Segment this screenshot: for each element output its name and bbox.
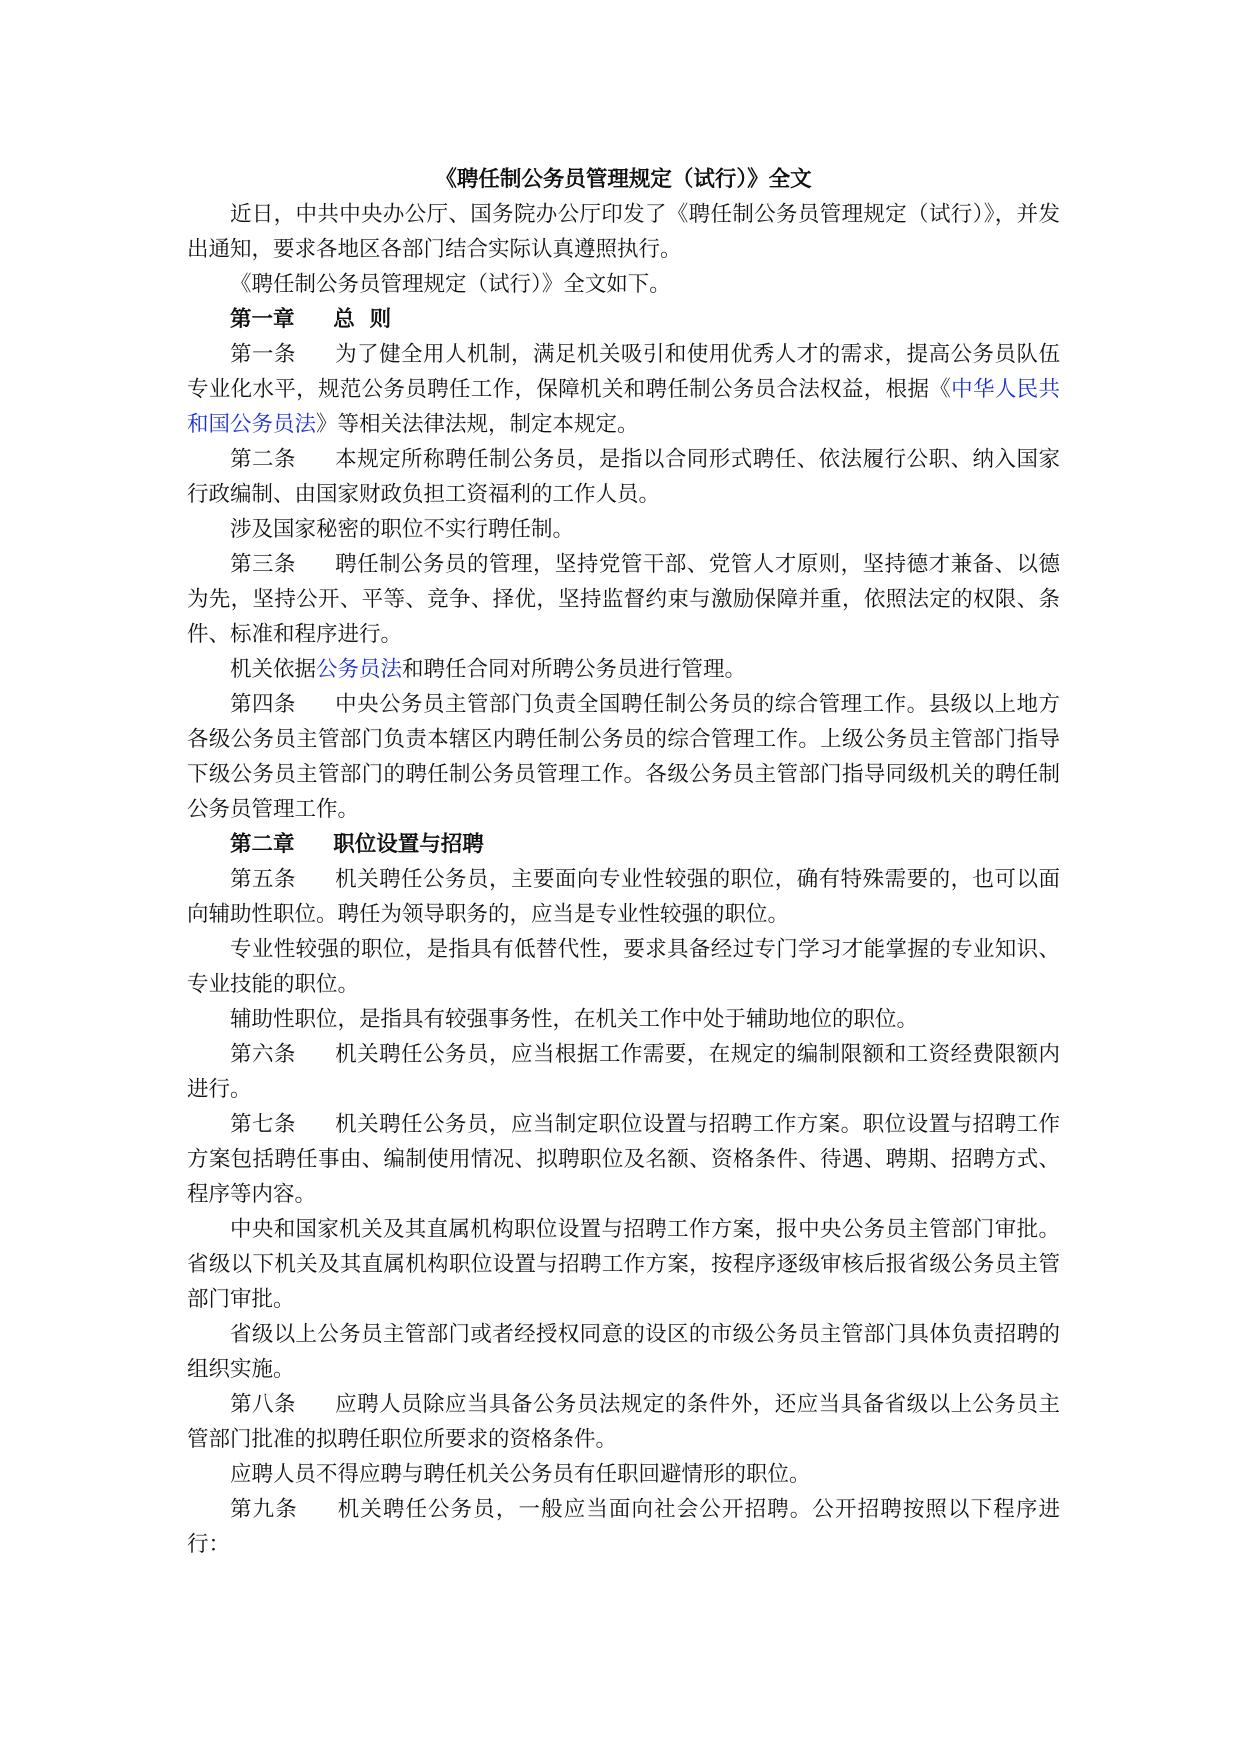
chapter-label: 第一章: [230, 307, 295, 332]
article-3: [187, 547, 1060, 652]
article-text-tail: 》等相关法律法规，制定本规定。: [316, 412, 639, 437]
law-link[interactable]: 公务员法: [316, 657, 403, 682]
article-9: [187, 1492, 1060, 1562]
article-4: [187, 687, 1060, 827]
article-text: 聘任制公务员的管理，坚持党管干部、党管人才原则，坚持德才兼备、以德为先，坚持公开、平等、竞争、择优，坚持监督约束与激励保障并重，依照法定的权限、条件、标准和程序进行。: [187, 552, 1060, 647]
article-text: 本规定所称聘任制公务员，是指以合同形式聘任、依法履行公职、纳入国家行政编制、由国家财政负担工资福利的工作人员。: [187, 447, 1060, 507]
intro-paragraph: 近日，中共中央办公厅、国务院办公厅印发了《聘任制公务员管理规定（试行）》，并发出通知，要求各地区各部门结合实际认真遵照执行。: [187, 202, 1060, 262]
law-link[interactable]: 中华人民共和国公务员法: [187, 377, 1060, 437]
article-7: [187, 1107, 1060, 1212]
article-text: 中央公务员主管部门负责全国聘任制公务员的综合管理工作。县级以上地方各级公务员主管部门负责本辖区内聘任制公务员的综合管理工作。上级公务员主管部门指导下级公务员主管部门的聘任制公务员管理工作。各级公务员主管部门指导同级机关的聘任制公务员管理工作。: [187, 692, 1060, 822]
article-5-paragraph-3: 辅助性职位，是指具有较强事务性，在机关工作中处于辅助地位的职位。: [230, 1007, 919, 1032]
article-number: 第七条: [230, 1112, 296, 1137]
article-text: 机关聘任公务员，应当根据工作需要，在规定的编制限额和工资经费限额内进行。: [187, 1042, 1060, 1102]
article-1: [187, 337, 1060, 442]
chapter-label: 第二章: [230, 832, 295, 857]
article-2-paragraph-2: 涉及国家秘密的职位不实行聘任制。: [230, 517, 575, 542]
intro-paragraph-2: 《聘任制公务员管理规定（试行）》全文如下。: [230, 272, 671, 297]
article-number: 第六条: [230, 1042, 296, 1067]
article-number: 第一条: [230, 342, 296, 367]
article-2: [187, 442, 1060, 512]
article-number: 第三条: [230, 552, 296, 577]
chapter-name: 职位设置与招聘: [333, 832, 484, 857]
document-body: [187, 162, 1060, 1562]
article-text: 机关聘任公务员，主要面向专业性较强的职位，确有特殊需要的，也可以面向辅助性职位。聘任为领导职务的，应当是专业性较强的职位。: [187, 867, 1060, 927]
article-7-paragraph-3: 省级以上公务员主管部门或者经授权同意的设区的市级公务员主管部门具体负责招聘的组织实施。: [187, 1322, 1060, 1382]
article-number: 第五条: [230, 867, 296, 892]
chapter-heading-1: [187, 302, 1060, 337]
article-5: [187, 862, 1060, 932]
article-number: 第四条: [230, 692, 296, 717]
article-8-paragraph-2: 应聘人员不得应聘与聘任机关公务员有任职回避情形的职位。: [230, 1462, 811, 1487]
chapter-heading-2: [187, 827, 1060, 862]
article-5-paragraph-2: 专业性较强的职位，是指具有低替代性，要求具备经过专门学习才能掌握的专业知识、专业技能的职位。: [187, 937, 1060, 997]
article-text: 应聘人员除应当具备公务员法规定的条件外，还应当具备省级以上公务员主管部门批准的拟聘任职位所要求的资格条件。: [187, 1392, 1060, 1452]
document-title: 《聘任制公务员管理规定（试行）》全文: [435, 167, 812, 192]
article-text: 机关聘任公务员，一般应当面向社会公开招聘。公开招聘按照以下程序进行：: [187, 1497, 1060, 1557]
article-6: [187, 1037, 1060, 1107]
article-7-paragraph-2: 中央和国家机关及其直属机构职位设置与招聘工作方案，报中央公务员主管部门审批。省级以下机关及其直属机构职位设置与招聘工作方案，按程序逐级审核后报省级公务员主管部门审批。: [187, 1217, 1060, 1312]
article-number: 第八条: [230, 1392, 296, 1417]
article-text-tail: 和聘任合同对所聘公务员进行管理。: [402, 657, 747, 682]
article-text: 机关聘任公务员，应当制定职位设置与招聘工作方案。职位设置与招聘工作方案包括聘任事由、编制使用情况、拟聘职位及名额、资格条件、待遇、聘期、招聘方式、程序等内容。: [187, 1112, 1060, 1207]
article-number: 第二条: [230, 447, 296, 472]
chapter-name: 总 则: [333, 307, 392, 332]
article-text: 为了健全用人机制，满足机关吸引和使用优秀人才的需求，提高公务员队伍专业化水平，规范公务员聘任工作，保障机关和聘任制公务员合法权益，根据《: [187, 342, 1060, 402]
article-8: [187, 1387, 1060, 1457]
article-text: 机关依据: [230, 657, 317, 682]
article-number: 第九条: [230, 1497, 298, 1522]
article-3-paragraph-2: [187, 652, 1060, 687]
